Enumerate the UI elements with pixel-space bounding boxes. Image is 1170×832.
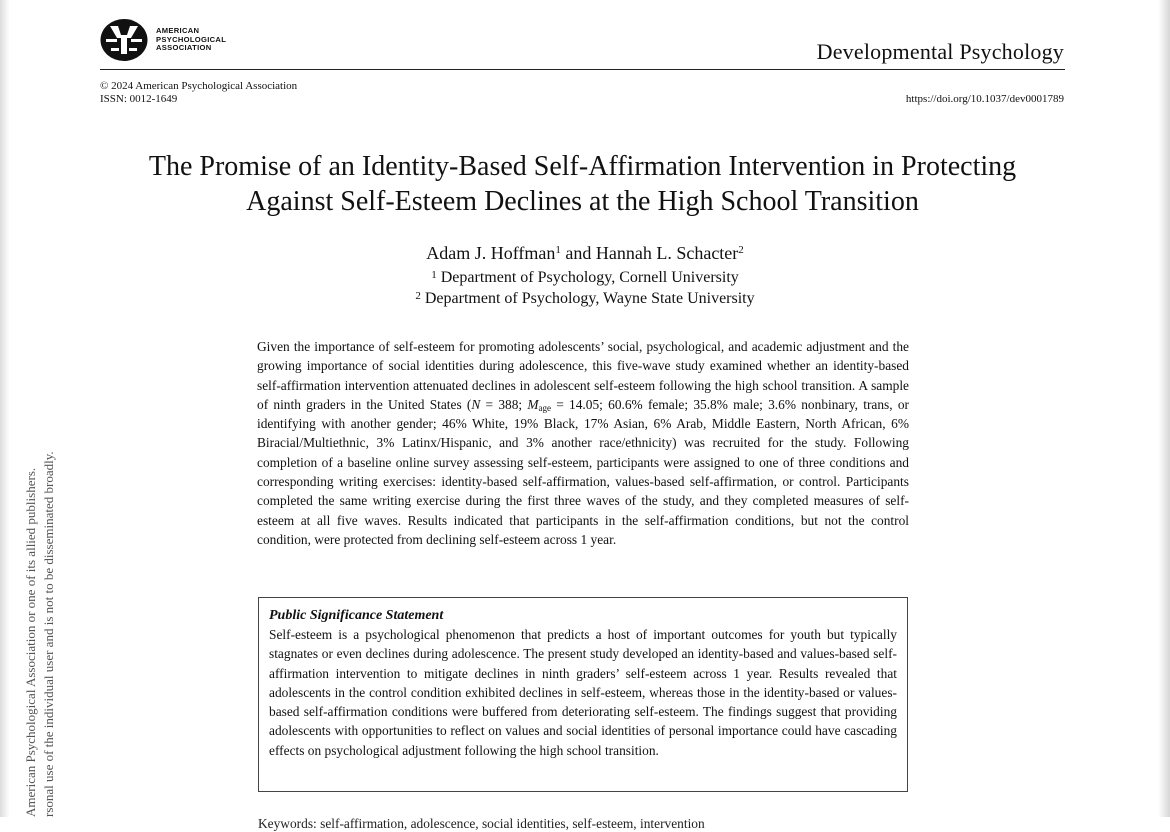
sidebar-line-2: rsonal use of the individual user and is not to be disseminated broadly. (41, 451, 56, 817)
author-1-mark: 1 (555, 244, 561, 256)
copyright-text: © 2024 American Psychological Association (100, 80, 298, 92)
abstract-part-2: = 388; (480, 396, 528, 412)
author-2-mark: 2 (738, 244, 744, 256)
affiliation-2 (0, 289, 1170, 309)
public-significance-box (258, 597, 908, 792)
n-symbol: N (471, 396, 481, 412)
doi-link[interactable]: https://doi.org/10.1037/dev0001789 (905, 93, 1064, 105)
logo-line-1: AMERICAN (156, 26, 200, 36)
abstract-part-3: = 14.05; 60.6% female; 35.8% male; 3.6% nonbinary, trans, or identifying with another gender; 46% White, 19% Black, 17% Asian, 6% Arab, Middle Eastern, North African, 6% Biracial/Multiethnic, 3% Latinx/Hispanic, and 3% another race/ethnicity) was recruited for the study. Following completion of a baseline online survey assessing self-esteem, participants were assigned to one of three conditions and corresponding writing exercises: identity-based self-affirmation, values-based self-affirmation, or control. Participants completed the same writing exercise during the first three waves of the study, and they completed measures of self-esteem at all five waves. Results indicated that participants in the self-affirmation conditions, but not the control condition, were protected from declining self-esteem across 1 year. (257, 396, 910, 547)
m-symbol: M (527, 396, 539, 412)
significance-body: Self-esteem is a psychological phenomenon that predicts a host of important outcomes for youth but typically stagnates or even declines during adolescence. The present study developed an identity-based and values-based self-affirmation intervention to mitigate declines in ninth graders’ self-esteem across 1 year. Results revealed that adolescents in the control condition exhibited declines in self-esteem, whereas those in the identity-based or values-based self-affirmation conditions were buffered from deteriorating self-esteem. The findings suggest that providing adolescents with opportunities to reflect on values and social identities of personal importance could have cascading effects on psychological adjustment following the high school transition. (269, 627, 897, 758)
keywords-line-partial (258, 810, 773, 831)
authors-line (0, 242, 1170, 264)
sidebar-line-1: American Psychological Association or one of its allied publishers. (23, 467, 38, 817)
keywords-text: Keywords: self-affirmation, adolescence, social identities, self-esteem, intervention (258, 816, 705, 831)
header-rule (100, 69, 1065, 70)
page-edge-left (0, 0, 10, 817)
affiliation-1-text: Department of Psychology, Cornell University (440, 269, 739, 286)
title-line-2: Against Self-Esteem Declines at the High School Transition (246, 186, 919, 217)
apa-logo (100, 18, 226, 62)
abstract (257, 337, 909, 549)
apa-emblem-icon (100, 18, 148, 62)
apa-logo-text (156, 27, 226, 53)
journal-title: Developmental Psychology (816, 39, 1064, 64)
abstract-part-1: Given the importance of self-esteem for promoting adolescents’ social, psychological, and academic adjustment and the growing importance of social identities during adolescence, this five-wave study examined whether an identity-based self-affirmation intervention attenuated declines in adolescent self-esteem following the high school transition. A sample of ninth graders in the United States ( (257, 339, 909, 412)
logo-line-3: ASSOCIATION (156, 43, 212, 53)
page-edge-right (1158, 0, 1170, 817)
issn-text: ISSN: 0012-1649 (100, 93, 178, 105)
m-subscript: age (538, 402, 552, 413)
affiliation-1 (0, 268, 1170, 288)
copyright-block (100, 80, 297, 106)
affiliation-1-mark: 1 (431, 269, 437, 281)
significance-heading: Public Significance Statement (269, 608, 444, 623)
author-1: Adam J. Hoffman (426, 243, 556, 263)
logo-line-2: PSYCHOLOGICAL (156, 34, 227, 44)
author-2: Hannah L. Schacter (595, 243, 739, 263)
title-line-1: The Promise of an Identity-Based Self-Affirmation Intervention in Protecting (148, 151, 1017, 182)
affiliation-2-text: Department of Psychology, Wayne State University (424, 290, 755, 307)
article-title (90, 149, 1075, 219)
author-separator: and (565, 243, 592, 263)
affiliation-2-mark: 2 (415, 290, 421, 302)
copyright-sidebar-notice (22, 347, 58, 817)
